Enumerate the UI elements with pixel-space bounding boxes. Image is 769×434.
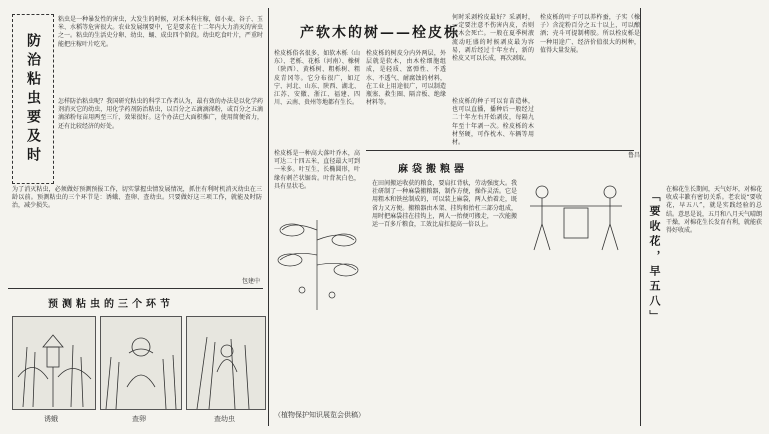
article1-paragraph-3: 为了消灭粘虫，必须做好预测预报工作，切实掌握虫情发展情况，抓住有利时机消灭幼虫在三龄以前。预测粘虫的三个环节是：诱蛾、查卵、查幼虫。只要做好这三项工作，就能及时防治，减少损失。: [12, 186, 262, 210]
article4-paragraph: 在棉花生长期间，天气好坏，对棉花收成丰歉有密切关系。老农说“要收花，早五八”，就是实践经验的总结。意思是说，五月和八月天气晴朗干燥，对棉花生长发育有利，就能获得好收成。: [666, 186, 763, 235]
article2-paragraph-5: 栓皮栎的种子可以育苗造林，也可以直播，播种后一般经过二十年左右开始剥皮，每隔九年至十年剥一次。栓皮栎的木材坚硬，可作枕木、车辆等用材。: [452, 98, 534, 147]
article3-paragraph: 在田间搬运收获的粮食，要肩扛背驮，劳动强度大。我社研制了一种麻袋搬粮器，制作方便，操作灵活。它是用粗木和铁丝制成的，可以装上麻袋，两人抬着走，既省力又方便。搬粮器由木架、挂钩和抬杠三部分组成，用时把麻袋挂在挂钩上，两人一抬便可搬走，一次能搬运一百多斤粮食，工效比肩扛提高一倍以上。: [372, 180, 517, 229]
article2-paragraph-6: 栓皮栎的叶子可以养柞蚕，子实（橡子）含淀粉百分之五十以上，可以酿酒；壳斗可提制栲胶。所以栓皮栎是一种用途广、经济价值很大的树种，值得大量发展。: [540, 14, 640, 54]
article1-signature: 包建中: [241, 278, 260, 285]
figure1-title: 预测粘虫的三个环节: [48, 299, 174, 310]
article3-image-grain-carrier: [520, 176, 632, 254]
article1-title: 防治粘虫要及时: [25, 32, 41, 166]
figure1-caption-2: 查卵: [132, 415, 146, 423]
column-divider: [268, 8, 269, 426]
article2-paragraph-4: 何时采剥栓皮最好？采剥时，一定要注意不伤害内皮，否则树木会死亡。一般在夏季树液流动旺盛的时候剥皮最为容易，剥后经过十年左右，新的栓皮又可以长成，再次剥取。: [452, 14, 534, 63]
article4-vertical-title: 「要收花，早五八」: [648, 190, 661, 325]
article1-paragraph-2: 怎样防治粘虫呢？我国研究粘虫的科学工作者认为，最有效的办法是以化学药剂消灭它的幼虫，用化学药剂防治粘虫，以百分之五滴滴涕粉，或百分之五滴滴涕粉每亩用两至三斤，效果很好。这个办法已大面积推广，使用简便省力，还有比较经济的好处。: [58, 98, 263, 130]
figure1-caption-1: 诱蛾: [44, 415, 58, 423]
figure1-image-egg-check: [100, 316, 182, 410]
figure1-image-larva-check: [186, 316, 266, 410]
article1-paragraph-1: 粘虫是一种暴发性的害虫，大发生的时候，对禾本科庄稼，如小麦、谷子、玉米、水稻等危害很大。农业发展纲要中，它是要求在十二年内大力消灭的害虫之一。粘虫的生活史分卵、幼虫、蛹、成虫四个阶段。幼虫吃食叶片，严重时能把庄稼叶片吃光。: [58, 16, 263, 48]
article3-title: 麻袋搬粮器: [398, 164, 468, 175]
article2-image-oak-tree: [272, 200, 362, 310]
article2-paragraph-3: 栓皮栎的树皮分内外两层，外层就是软木，由木栓细胞组成，是轻质、富弹性、不透水、不透气、耐腐蚀的材料，在工业上用途很广，可以制造瓶塞、救生圈、隔音板、绝缘材料等。: [366, 50, 446, 107]
figure1-image-moth-trap: [12, 316, 96, 410]
column-divider: [640, 8, 641, 426]
article3-caption: （植物保护知识展览会供稿）: [274, 411, 365, 419]
article2-paragraph-1: 栓皮栎俗名很多，如软木栎（山东）、老栎、花栎（河南）、橡树（陕西）、黄栎树、粗栎树、粗皮青冈等。它分布很广，如辽宁、河北、山东、陕西、湖北、江苏、安徽、浙江、福建、四川、云南、贵州等地都有生长。: [274, 50, 360, 107]
article2-paragraph-2: 栓皮栎是一种高大落叶乔木，高可达二十四五米，直径最大可到一米多。叶互生，长椭圆形，叶缘有刺芒状锯齿。叶背灰白色，具有星状毛。: [274, 150, 360, 190]
article2-title: 产软木的树——栓皮栎: [300, 25, 460, 41]
article1-title-box: [12, 14, 54, 184]
figure1-caption-3: 查幼虫: [214, 415, 235, 423]
article2-signature: 鲁昌: [627, 152, 640, 159]
divider: [8, 288, 263, 289]
divider: [366, 150, 634, 151]
